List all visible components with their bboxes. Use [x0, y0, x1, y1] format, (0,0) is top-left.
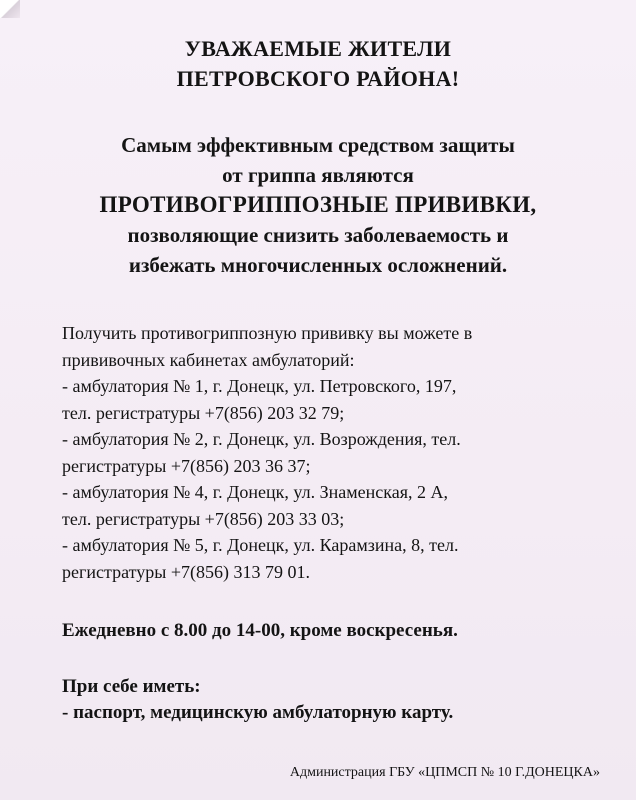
- lead-line: от гриппа являются: [222, 163, 414, 187]
- info-line: Получить противогриппозную прививку вы можете в: [62, 323, 473, 343]
- clinic-phone: регистратуры +7(856) 313 79 01.: [62, 561, 310, 582]
- clinic-phone: тел. регистратуры +7(856) 203 33 03;: [62, 508, 345, 529]
- clinic-address: - амбулатория № 5, г. Донецк, ул. Карамзина, 8, тел.: [62, 535, 459, 555]
- lead-line-emphasis: ПРОТИВОГРИППОЗНЫЕ ПРИВИВКИ,: [99, 192, 537, 217]
- administration-signature: Администрация ГБУ «ЦПМСП № 10 Г.ДОНЕЦКА»: [289, 765, 600, 780]
- clinic-phone: регистратуры +7(856) 203 36 37;: [62, 455, 311, 476]
- lead-line: позволяющие снизить заболеваемость и: [127, 223, 509, 247]
- clinic-address: - амбулатория № 2, г. Донецк, ул. Возрождения, тел.: [62, 429, 461, 449]
- info-line: прививочных кабинетах амбулаторий:: [62, 349, 355, 370]
- title-line: УВАЖАЕМЫЕ ЖИТЕЛИ: [184, 36, 452, 61]
- notice-title: [0, 34, 636, 94]
- paper-corner: [0, 0, 20, 18]
- bring-with-you: [62, 674, 453, 726]
- clinic-phone: тел. регистратуры +7(856) 203 32 79;: [62, 402, 345, 423]
- bring-item: - паспорт, медицинскую амбулаторную карту.: [62, 702, 454, 723]
- clinic-address: - амбулатория № 1, г. Донецк, ул. Петровского, 197,: [62, 376, 457, 396]
- lead-line: Самым эффективным средством защиты: [121, 133, 515, 157]
- bring-heading: При себе иметь:: [62, 676, 201, 697]
- clinic-address: - амбулатория № 4, г. Донецк, ул. Знаменская, 2 А,: [62, 482, 448, 502]
- lead-paragraph: [0, 130, 636, 280]
- title-line: ПЕТРОВСКОГО РАЙОНА!: [176, 66, 460, 91]
- clinics-info: [62, 320, 602, 585]
- working-hours: Ежедневно с 8.00 до 14-00, кроме воскресенья.: [62, 620, 458, 641]
- lead-line: избежать многочисленных осложнений.: [128, 253, 508, 277]
